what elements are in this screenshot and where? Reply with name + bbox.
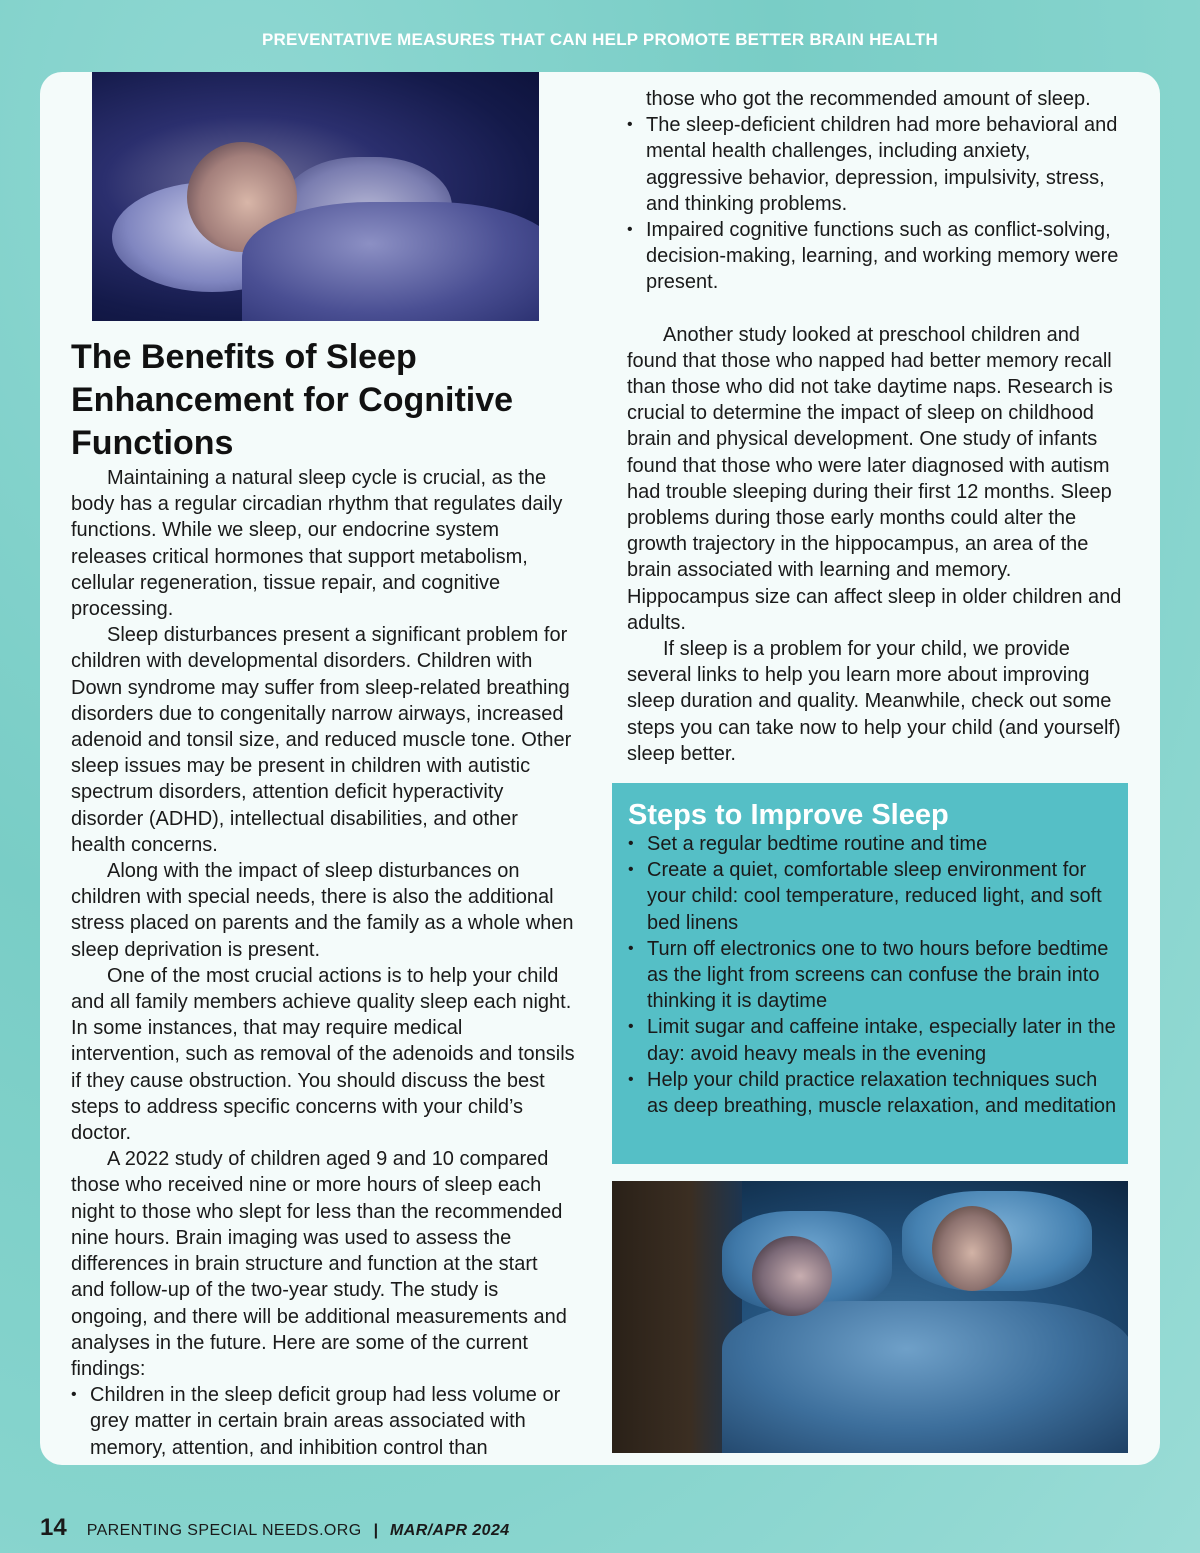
list-item: • Impaired cognitive functions such as conflict-solving, decision-making, learning, and working memory were present. (627, 217, 1132, 296)
findings-list (71, 1382, 576, 1461)
list-item: • Children in the sleep deficit group had less volume or grey matter in certain brain areas associated with memory, attention, and inhibition control than (71, 1382, 576, 1461)
body-paragraph: One of the most crucial actions is to help your child and all family members achieve quality sleep each night. In some instances, that may require medical intervention, such as removal of the adenoids and tonsils if they cause obstruction. You should discuss the best steps to address specific concerns with your child’s doctor. (71, 964, 575, 1145)
body-paragraph: Maintaining a natural sleep cycle is crucial, as the body has a regular circadian rhythm that regulates daily functions. While we sleep, our endocrine system releases critical hormones that support metabolism, cellular regeneration, tissue repair, and cognitive processing. (71, 467, 563, 621)
steps-box (612, 783, 1128, 1164)
step-item: • Limit sugar and caffeine intake, especially later in the day: avoid heavy meals in the evening (628, 1014, 1118, 1066)
steps-title: Steps to Improve Sleep (628, 799, 949, 831)
step-item: • Help your child practice relaxation techniques such as deep breathing, muscle relaxation, and meditation (628, 1067, 1118, 1119)
body-paragraph: A 2022 study of children aged 9 and 10 compared those who received nine or more hours of sleep each night to those who slept for less than the recommended nine hours. Brain imaging was used to assess the differences in brain structure and function at the start and follow-up of the two-year study. The study is ongoing, and there will be additional measurements and analyses in the future. Here are some of the current findings: (71, 1148, 567, 1380)
left-column (71, 336, 576, 1461)
findings-list-continued (627, 86, 1132, 296)
body-paragraph: Sleep disturbances present a significant problem for children with developmental disorders. Children with Down syndrome may suffer from sleep-related breathing disorders due to congenitally narrow airways, increased adenoid and tonsil size, and reduced muscle tone. Other sleep issues may be present in children with autistic spectrum disorders, attention deficit hyperactivity disorder (ADHD), intellectual disabilities, and other health concerns. (71, 624, 572, 856)
step-item: • Set a regular bedtime routine and time (628, 831, 1118, 857)
page-number: 14 (40, 1514, 67, 1541)
person-head-shape (752, 1236, 832, 1316)
right-column (627, 86, 1132, 767)
list-item-continued (627, 86, 1132, 112)
site-name: PARENTING SPECIAL NEEDS.ORG (86, 1522, 362, 1539)
article-title (71, 336, 576, 465)
issue-date: MAR/APR 2024 (390, 1522, 510, 1539)
sleeping-child-photo (92, 72, 539, 321)
body-paragraph: If sleep is a problem for your child, we provide several links to help you learn more about improving sleep duration and quality. Meanwhile, check out some steps you can take now to help your child (and yourself) sleep better. (627, 638, 1121, 765)
page-footer (40, 1514, 510, 1550)
person-head-shape (932, 1206, 1012, 1291)
steps-list (628, 831, 1118, 1119)
list-item: • The sleep-deficient children had more behavioral and mental health challenges, including anxiety, aggressive behavior, depression, impulsivity, stress, and thinking problems. (627, 112, 1132, 217)
body-paragraph: Another study looked at preschool children and found that those who napped had better memory recall than those who did not take daytime naps. Research is crucial to determine the impact of sleep on childhood brain and physical development. One study of infants found that those who were later diagnosed with autism had trouble sleeping during their first 12 months. Sleep problems during those early months could alter the growth trajectory in the hippocampus, an area of the brain associated with learning and memory. Hippocampus size can affect sleep in older children and adults. (627, 323, 1122, 634)
sheet-shape (722, 1301, 1128, 1453)
step-item: • Turn off electronics one to two hours before bedtime as the light from screens can confuse the brain into thinking it is daytime (628, 936, 1118, 1015)
title-line: Functions (71, 424, 234, 462)
title-line: The Benefits of Sleep (71, 338, 417, 376)
title-line: Enhancement for Cognitive (71, 381, 514, 419)
step-item: • Create a quiet, comfortable sleep environment for your child: cool temperature, reduced light, and soft bed linens (628, 857, 1118, 936)
list-item-text: those who got the recommended amount of sleep. (646, 88, 1091, 110)
blanket-shape (242, 202, 539, 321)
section-header: PREVENTATIVE MEASURES THAT CAN HELP PROMOTE BETTER BRAIN HEALTH (262, 30, 938, 49)
body-paragraph: Along with the impact of sleep disturbances on children with special needs, there is also the additional stress placed on parents and the family as a whole when sleep deprivation is present. (71, 860, 574, 961)
sleeping-couple-photo (612, 1181, 1128, 1453)
footer-separator: | (373, 1522, 379, 1539)
